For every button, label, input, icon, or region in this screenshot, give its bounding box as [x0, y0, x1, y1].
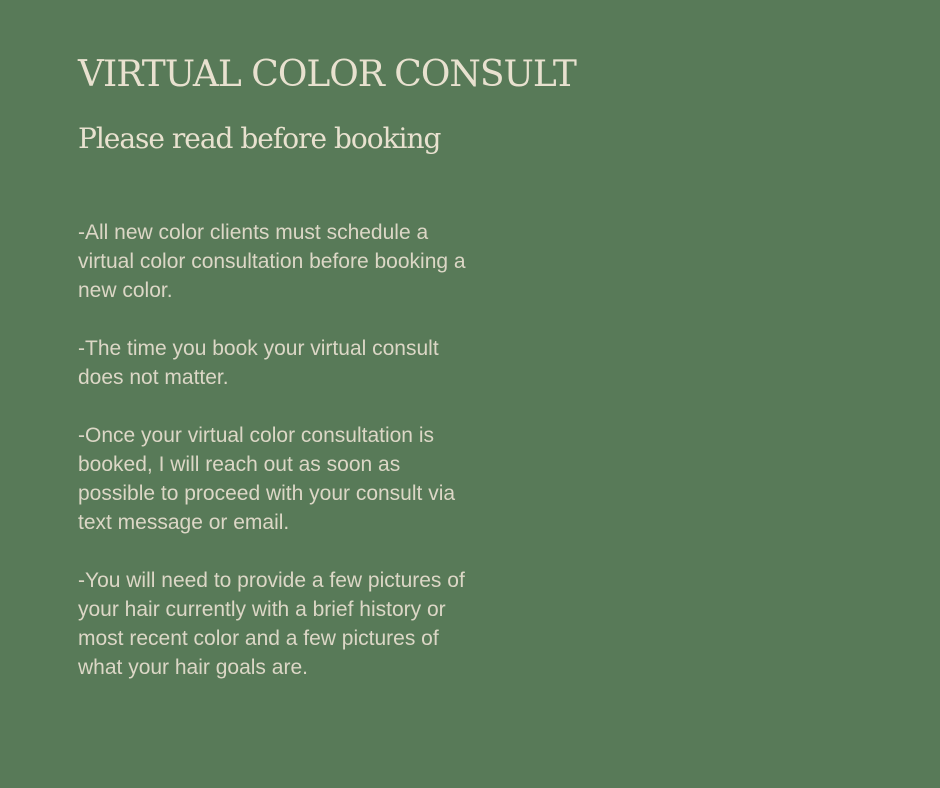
- instructions-body: [78, 218, 478, 682]
- page-title: VIRTUAL COLOR CONSULT: [78, 54, 576, 95]
- instruction-paragraph-booking-time: -The time you book your virtual consult does not matter.: [78, 337, 439, 389]
- instruction-paragraph-pictures: -You will need to provide a few pictures of your hair currently with a brief history or most recent color and a few pictures of what your hair goals are.: [78, 569, 465, 679]
- page-subtitle: Please read before booking: [78, 122, 441, 155]
- instruction-paragraph-new-clients: -All new color clients must schedule a virtual color consultation before booking a new color.: [78, 221, 466, 302]
- instruction-paragraph-follow-up: -Once your virtual color consultation is booked, I will reach out as soon as possible to proceed with your consult via text message or email.: [78, 424, 456, 534]
